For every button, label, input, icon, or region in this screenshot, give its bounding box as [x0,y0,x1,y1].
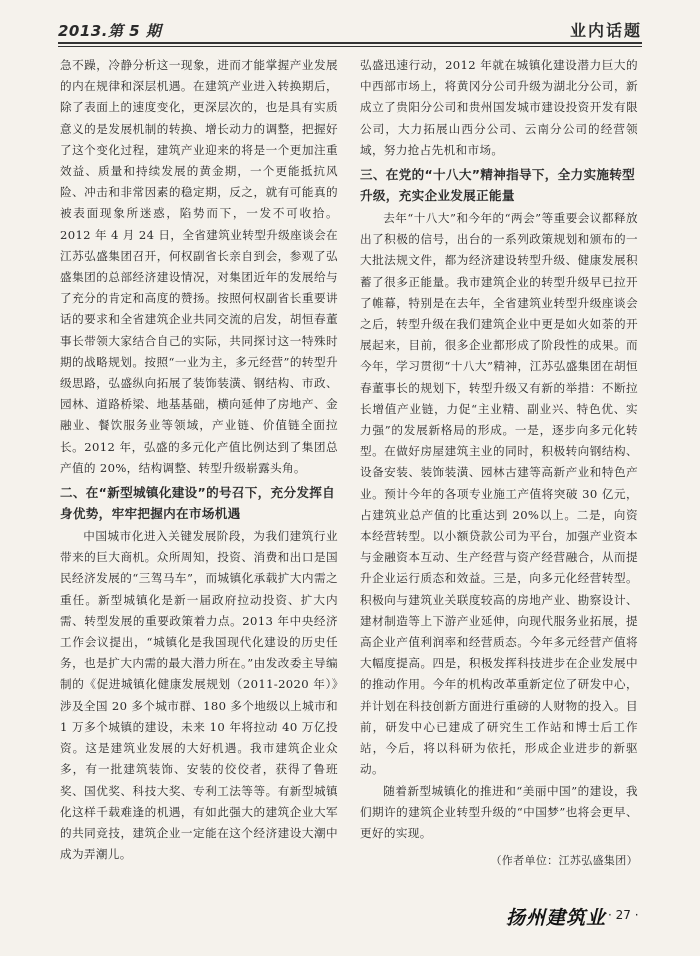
section-heading: 三、在党的“十八大”精神指导下，全力实施转型升级，充实企业发展正能量 [360,167,636,204]
page-number: · 27 · [608,908,639,922]
paragraph: 弘盛迅速行动，2012 年就在城镇化建设潜力巨大的中西部市场上，将黄冈分公司升级为湖北分公司，新成立了贵阳分公司和贵州国发城市建设投资开发有限公司，大力拓展山西分公司、云南分公司的经营领域，努力抢占先机和市场。 [360,58,638,157]
paragraph: 去年“十八大”和今年的“两会”等重要会议都释放出了积极的信号，出台的一系列政策规划和颁布的一大批法规文件，都为经济建设转型升级、健康发展积蓄了很多正能量。我市建筑企业的转型升级早已拉开了帷幕，特别是在去年，全省建筑业转型升级座谈会之后，转型升级在我们建筑企业中更是如火如荼的开展起来，目前，很多企业都形成了阶段性的成果。而今年，学习贯彻“十八大”精神，江苏弘盛集团在胡恒春董事长的规划下，转型升级又有新的举措：不断拉长增值产业链，力促“主业精、副业兴、特色优、实力强”的发展新格局的形成。一是，逐步向多元化转型。在做好房屋建筑主业的同时，积极转向钢结构、设备安装、装饰装潢、园林古建等高新产业和特色产业。预计今年的各项专业施工产值将突破 30 亿元，占建筑业总产值的比重达到 20%以上。二是，向资本经营转型。以小额贷款公司为平台，加强产业资本与金融资本互动、生产经营与资产经营融合，从而提升企业运行质态和效益。三是，向多元化经营转型。积极向与建筑业关联度较高的房地产业、勘察设计、建材制造等上下游产业延伸，向现代服务业拓展，提高企业产值利润率和经营质态。今年多元经营产值将大幅度提高。四是，积极发挥科技进步在企业发展中的推动作用。今年的机构改革重新定位了研发中心，并计划在科技创新方面进行重磅的人财物的投入。目前，研发中心已建成了研究生工作站和博士后工作站，今后，将以科研为依托，形成企业进步的新驱动。 [360,211,638,777]
section-heading: 二、在“新型城镇化建设”的号召下，充分发挥自身优势，牢牢把握内在市场机遇 [60,485,336,522]
header-rule [58,42,642,44]
author-affiliation: （作者单位：江苏弘盛集团） [490,854,638,868]
magazine-logo: 扬州建筑业 [506,907,607,929]
paragraph: 随着新型城镇化的推进和“美丽中国”的建设，我们期许的建筑企业转型升级的“中国梦”也将会更早、更好的实现。 [360,783,638,840]
header-rule-thin [58,46,642,47]
issue-label: 2013.第 5 期 [58,22,162,40]
paragraph: 中国城市化进入关键发展阶段，为我们建筑行业带来的巨大商机。众所周知，投资、消费和出口是国民经济发展的“三驾马车”，而城镇化承载扩大内需之重任。新型城镇化是新一届政府拉动投资、扩大内需、转型发展的重要政策着力点。2013 年中央经济工作会议提出，“城镇化是我国现代化建设的历史任务，也是扩大内需的最大潜力所在。”由发改委主导编制的《促进城镇化健康发展规划（2011-2020 年）》涉及全国 20 多个城市群、180 多个地级以上城市和 1 万多个城镇的建设，未来 10 年将拉动 40 万亿投资。这是建筑业发展的大好机遇。我市建筑企业众多，有一批建筑装饰、安装的佼佼者，获得了鲁班奖、国优奖、科技大奖、专利工法等等。有新型城镇化这样千载难逢的机遇，有如此强大的建筑企业大军的共同竞技，建筑企业一定能在这个经济建设大潮中成为弄潮儿。 [60,529,338,862]
section-title: 业内话题 [569,21,642,40]
article-column-right [360,55,638,871]
paragraph: 急不躁，冷静分析这一现象，进而才能掌握产业发展的内在规律和深层机遇。在建筑产业进入转换期后，除了表面上的速度变化，更深层次的，也是具有实质意义的是发展机制的转换、增长动力的调整，把握好了这个变化过程，建筑产业迎来的将是一个更加注重效益、质量和持续发展的黄金期，一个更能抵抗风险、冲击和非常因素的稳定期，反之，就有可能真的被表面现象所迷惑，陷势而下，一发不可收拾。2012 年 4 月 24 日，全省建筑业转型升级座谈会在江苏弘盛集团召开，何权副省长亲自到会，参观了弘盛集团的总部经济建设情况，对集团近年的发展给与了充分的肯定和高度的赞扬。按照何权副省长重要讲话的要求和全省建筑企业共同交流的启发，胡恒春董事长带领大家结合自己的实际，共同探讨这一特殊时期的战略规划。按照“一业为主，多元经营”的转型升级思路，弘盛纵向拓展了装饰装潢、钢结构、市政、园林、道路桥梁、地基基础，横向延伸了房地产、金融业、餐饮服务业等领域，产业链、价值链全面拉长。2012 年，弘盛的多元化产值比例达到了集团总产值的 20%，结构调整、转型升级崭露头角。 [60,58,338,475]
article-column-left [60,55,338,865]
